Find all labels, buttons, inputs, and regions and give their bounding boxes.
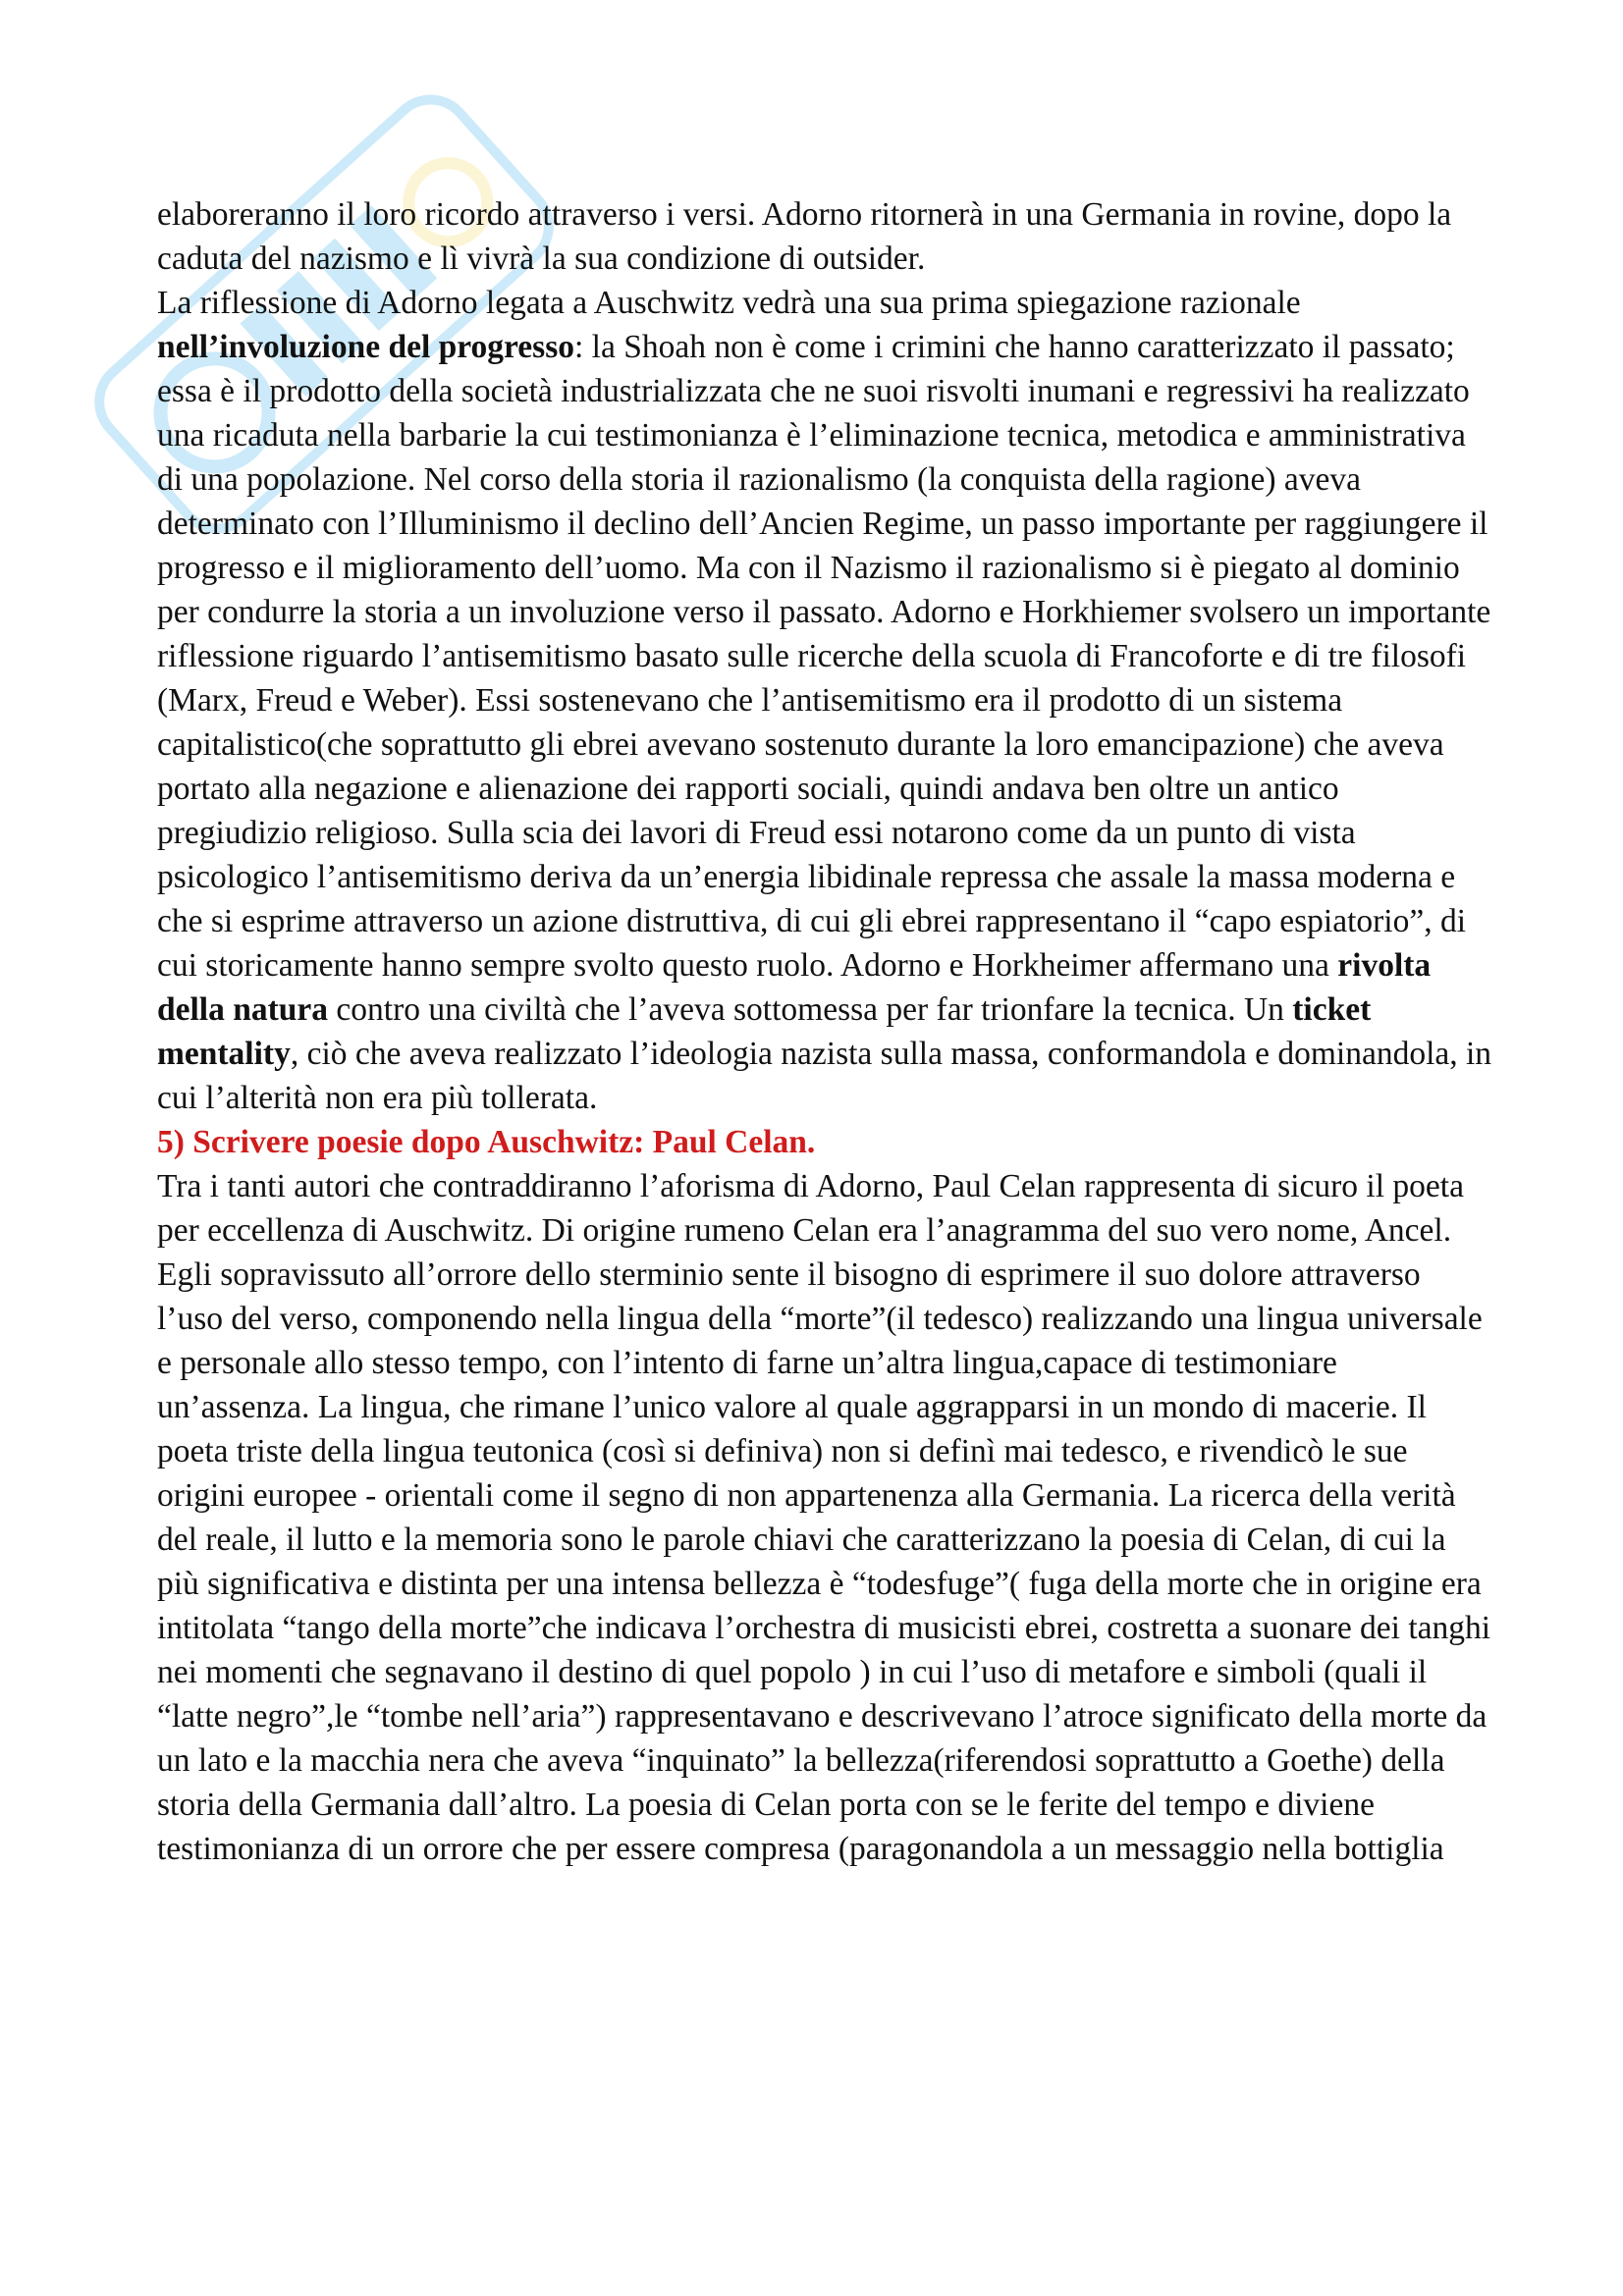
bold-term-involuzione: nell’involuzione del progresso bbox=[157, 329, 574, 365]
paragraph-adorno-text-4: , ciò che aveva realizzato l’ideologia nazista sulla massa, conformandola e dominandola, in cui l’alterità non era più tollerata. bbox=[157, 1036, 1492, 1116]
document-page bbox=[157, 192, 1492, 1871]
bold-term-rivolta: rivolta della natura bbox=[157, 947, 1432, 1028]
paragraph-celan bbox=[157, 1164, 1492, 1871]
paragraph-intro-text: elaboreranno il loro ricordo attraverso i versi. Adorno ritornerà in una Germania in rovine, dopo la caduta del nazismo e lì vivrà la sua condizione di outsider. bbox=[157, 196, 1452, 277]
bold-term-ticket: ticket mentality bbox=[157, 991, 1372, 1072]
paragraph-adorno-text-2: : la Shoah non è come i crimini che hanno caratterizzato il passato; essa è il prodotto della società industrializzata che ne suoi risvolti inumani e regressivi ha realizzato una ricaduta nella barbarie la cui testimonianza è l’eliminazione tecnica, metodica e amministrativa di una popolazione. Nel corso della storia il razionalismo (la conquista della ragione) aveva determinato con l’Illuminismo il declino dell’Ancien Regime, un passo importante per raggiungere il progresso e il miglioramento dell’uomo. Ma con il Nazismo il razionalismo si è piegato al dominio per condurre la storia a un involuzione verso il passato. Adorno e Horkhiemer svolsero un importante riflessione riguardo l’antisemitismo basato sulle ricerche della scuola di Francoforte e di tre filosofi (Marx, Freud e Weber). Essi sostenevano che l’antisemitismo era il prodotto di un sistema capitalistico(che soprattutto gli ebrei avevano sostenuto durante la loro emancipazione) che aveva portato alla negazione e alienazione dei rapporti sociali, quindi andava ben oltre un antico pregiudizio religioso. Sulla scia dei lavori di Freud essi notarono come da un punto di vista psicologico l’antisemitismo deriva da un’energia libidinale repressa che assale la massa moderna e che si esprime attraverso un azione distruttiva, di cui gli ebrei rappresentano il “capo espiatorio”, di cui storicamente hanno sempre svolto questo ruolo. Adorno e Horkheimer affermano una bbox=[157, 329, 1491, 984]
paragraph-celan-text: Tra i tanti autori che contraddiranno l’aforisma di Adorno, Paul Celan rappresenta di sicuro il poeta per eccellenza di Auschwitz. Di origine rumeno Celan era l’anagramma del suo vero nome, Ancel. Egli sopravissuto all’orrore dello sterminio sente il bisogno di esprimere il suo dolore attraverso l’uso del verso, componendo nella lingua della “morte”(il tedesco) realizzando una lingua universale e personale allo stesso tempo, con l’intento di farne un’altra lingua,capace di testimoniare un’assenza. La lingua, che rimane l’unico valore al quale aggrapparsi in un mondo di macerie. Il poeta triste della lingua teutonica (così si definiva) non si definì mai tedesco, e rivendicò le sue origini europee - orientali come il segno di non appartenenza alla Germania. La ricerca della verità del reale, il lutto e la memoria sono le parole chiavi che caratterizzano la poesia di Celan, di cui la più significativa e distinta per una intensa bellezza è “todesfuge”( fuga della morte che in origine era intitolata “tango della morte”che indicava l’orchestra di musicisti ebrei, costretta a suonare dei tanghi nei momenti che segnavano il destino di quel popolo ) in cui l’uso di metafore e simboli (quali il “latte negro”,le “tombe nell’aria”) rappresentavano e descrivevano l’atroce significato della morte da un lato e la macchia nera che aveva “inquinato” la bellezza(riferendosi soprattutto a Goethe) della storia della Germania dall’altro. La poesia di Celan porta con se le ferite del tempo e diviene testimonianza di un orrore che per essere compresa (paragonandola a un messaggio nella bottiglia bbox=[157, 1168, 1491, 1867]
paragraph-intro bbox=[157, 192, 1492, 281]
paragraph-adorno bbox=[157, 281, 1492, 1120]
paragraph-adorno-text-3: contro una civiltà che l’aveva sottomessa per far trionfare la tecnica. Un bbox=[328, 991, 1293, 1028]
paragraph-adorno-text-1: La riflessione di Adorno legata a Auschwitz vedrà una sua prima spiegazione razionale bbox=[157, 285, 1301, 321]
section-heading: 5) Scrivere poesie dopo Auschwitz: Paul Celan. bbox=[157, 1124, 816, 1160]
